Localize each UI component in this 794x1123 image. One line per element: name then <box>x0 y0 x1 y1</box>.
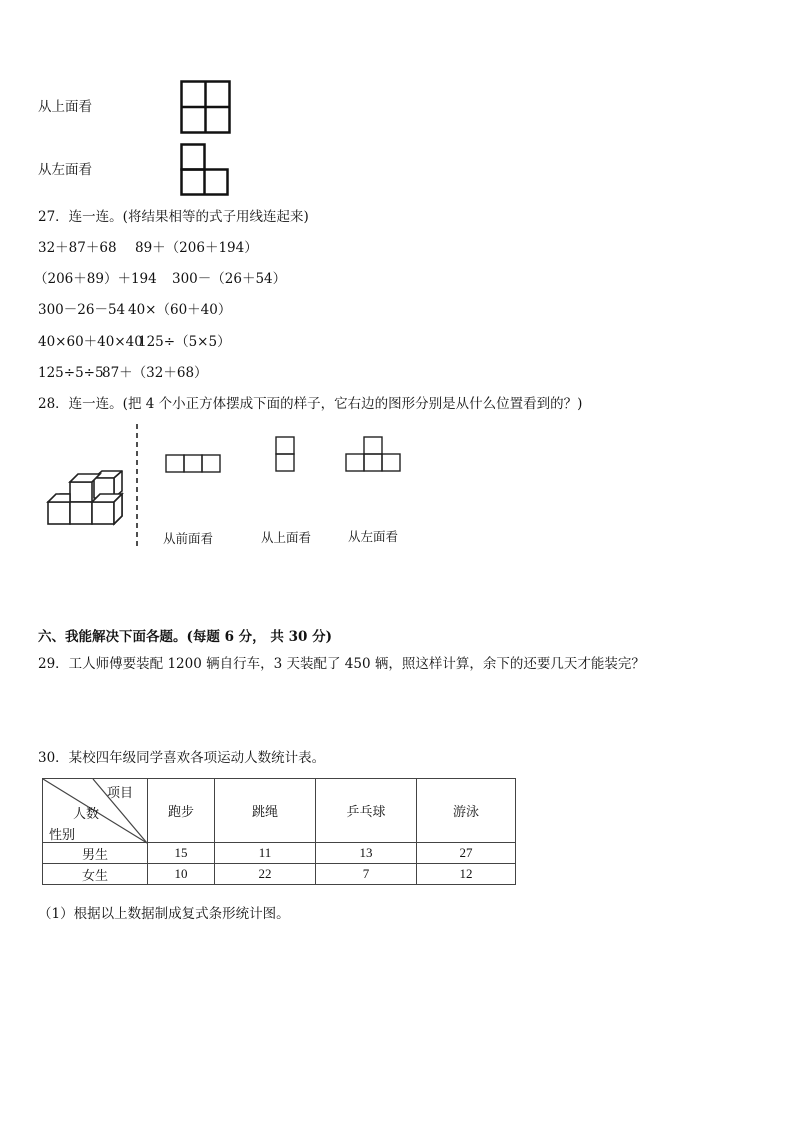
q27-right-1: 89＋（206＋194） <box>135 240 258 256</box>
column-header: 游泳 <box>417 779 516 843</box>
q27-left-4: 40×60＋40×40 <box>38 334 143 350</box>
table-header-row <box>43 779 516 843</box>
column-header: 跳绳 <box>215 779 316 843</box>
table-cell: 22 <box>215 864 316 885</box>
table-cell: 11 <box>215 843 316 864</box>
sports-stats-table <box>42 778 516 885</box>
front-view-figure <box>165 454 223 474</box>
label-left-view: 从左面看 <box>348 529 399 544</box>
table-row <box>43 864 516 885</box>
table-cell: 10 <box>148 864 215 885</box>
q27-title: 27．连一连。(将结果相等的式子用线连起来) <box>38 209 309 225</box>
table-row <box>43 843 516 864</box>
corner-item-label: 项目 <box>107 785 134 800</box>
q27-right-2: 300－（26＋54） <box>172 271 287 287</box>
top-view-option-figure <box>275 436 297 474</box>
q30-sub1: （1）根据以上数据制成复式条形统计图。 <box>38 906 290 922</box>
q27-left-2: （206＋89）＋194 <box>34 271 157 287</box>
label-top-view: 从上面看 <box>261 530 312 545</box>
row-label: 男生 <box>43 843 148 864</box>
corner-gender-label: 性别 <box>49 827 76 842</box>
column-header: 乒乓球 <box>316 779 417 843</box>
cube-stack-figure <box>44 470 128 532</box>
q27-left-1: 32＋87＋68 <box>38 240 117 256</box>
column-header: 跑步 <box>148 779 215 843</box>
q27-left-5: 125÷5÷5 <box>38 365 104 381</box>
q27-left-3: 300－26－54 <box>38 302 126 318</box>
section6-title: 六、我能解决下面各题。(每题 6 分， 共 30 分) <box>38 629 332 645</box>
table-cell: 15 <box>148 843 215 864</box>
dashed-divider <box>134 424 140 548</box>
row-label: 女生 <box>43 864 148 885</box>
top-view-figure <box>180 80 232 136</box>
q27-right-3: 40×（60＋40） <box>128 302 232 318</box>
left-view-option-figure <box>345 436 403 474</box>
q28-title: 28．连一连。(把 4 个小正方体摆成下面的样子，它右边的图形分别是从什么位置看到的？) <box>38 396 583 412</box>
table-cell: 27 <box>417 843 516 864</box>
from-top-label: 从上面看 <box>38 99 92 115</box>
left-view-figure <box>180 143 232 197</box>
q30-title: 30．某校四年级同学喜欢各项运动人数统计表。 <box>38 750 326 766</box>
header-corner-cell <box>43 779 148 843</box>
table-cell: 7 <box>316 864 417 885</box>
q29-text: 29．工人师傅要装配 1200 辆自行车，3 天装配了 450 辆，照这样计算，余下的还要几天才能装完？ <box>38 656 645 672</box>
from-left-label: 从左面看 <box>38 162 92 178</box>
table-cell: 12 <box>417 864 516 885</box>
table-cell: 13 <box>316 843 417 864</box>
q27-right-4: 125÷（5×5） <box>138 334 231 350</box>
corner-count-label: 人数 <box>73 806 100 821</box>
label-front-view: 从前面看 <box>163 531 214 546</box>
q27-right-5: 87＋（32＋68） <box>102 365 208 381</box>
